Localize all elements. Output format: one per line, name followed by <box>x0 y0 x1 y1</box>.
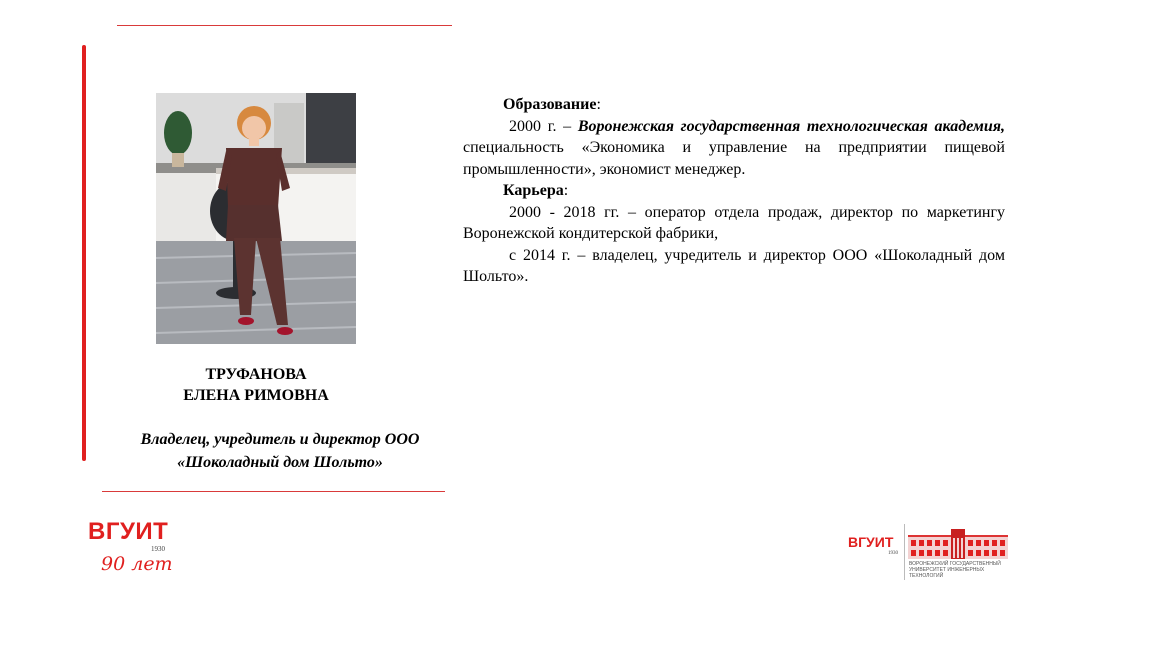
logo-right-year: 1930 <box>888 551 898 556</box>
person-name <box>150 364 362 406</box>
top-divider <box>117 25 452 26</box>
person-role <box>100 428 460 474</box>
person-given-names: ЕЛЕНА РИМОВНА <box>183 387 329 404</box>
career-entry-2: с 2014 г. – владелец, учредитель и директор ООО «Шоколадный дом Шольто». <box>463 246 1005 285</box>
career-colon: : <box>563 182 569 199</box>
logo-right-brand: ВГУИТ <box>848 534 894 550</box>
career-heading <box>463 180 1005 202</box>
role-line-1: Владелец, учредитель и директор ООО <box>140 431 420 448</box>
education-heading <box>463 94 1005 116</box>
education-year: 2000 г. – <box>509 117 578 135</box>
building-icon <box>908 529 1008 559</box>
education-entry <box>463 116 1005 181</box>
logo-caption: ВОРОНЕЖСКИЙ ГОСУДАРСТВЕННЫЙ УНИВЕРСИТЕТ ИНЖЕНЕРНЫХ ТЕХНОЛОГИЙ <box>909 561 1001 579</box>
university-building-logo <box>848 524 1013 582</box>
portrait-photo <box>156 93 356 344</box>
bottom-divider <box>102 491 445 492</box>
accent-vertical-bar <box>82 45 86 461</box>
logo-separator <box>904 524 905 580</box>
person-surname: ТРУФАНОВА <box>205 366 307 383</box>
logo-year: 1930 <box>151 545 165 553</box>
biography <box>463 94 1005 288</box>
education-institution: Воронежская государственная технологическая академия, <box>577 117 1005 135</box>
role-line-2: «Шоколадный дом Шольто» <box>177 454 383 471</box>
logo-anniversary: 90 лет <box>101 553 173 575</box>
university-anniversary-logo <box>88 519 180 577</box>
career-entry-1: 2000 - 2018 гг. – оператор отдела продаж, директор по маркетингу Воронежской кондитерской фабрики, <box>463 203 1005 242</box>
logo-brand: ВГУИТ <box>88 518 169 545</box>
education-label: Образование <box>503 96 597 113</box>
education-colon: : <box>596 96 601 113</box>
career-label: Карьера <box>503 182 564 199</box>
education-details: специальность «Экономика и управление на предприятии пищевой промышленности», экономист менеджер. <box>463 139 1005 178</box>
